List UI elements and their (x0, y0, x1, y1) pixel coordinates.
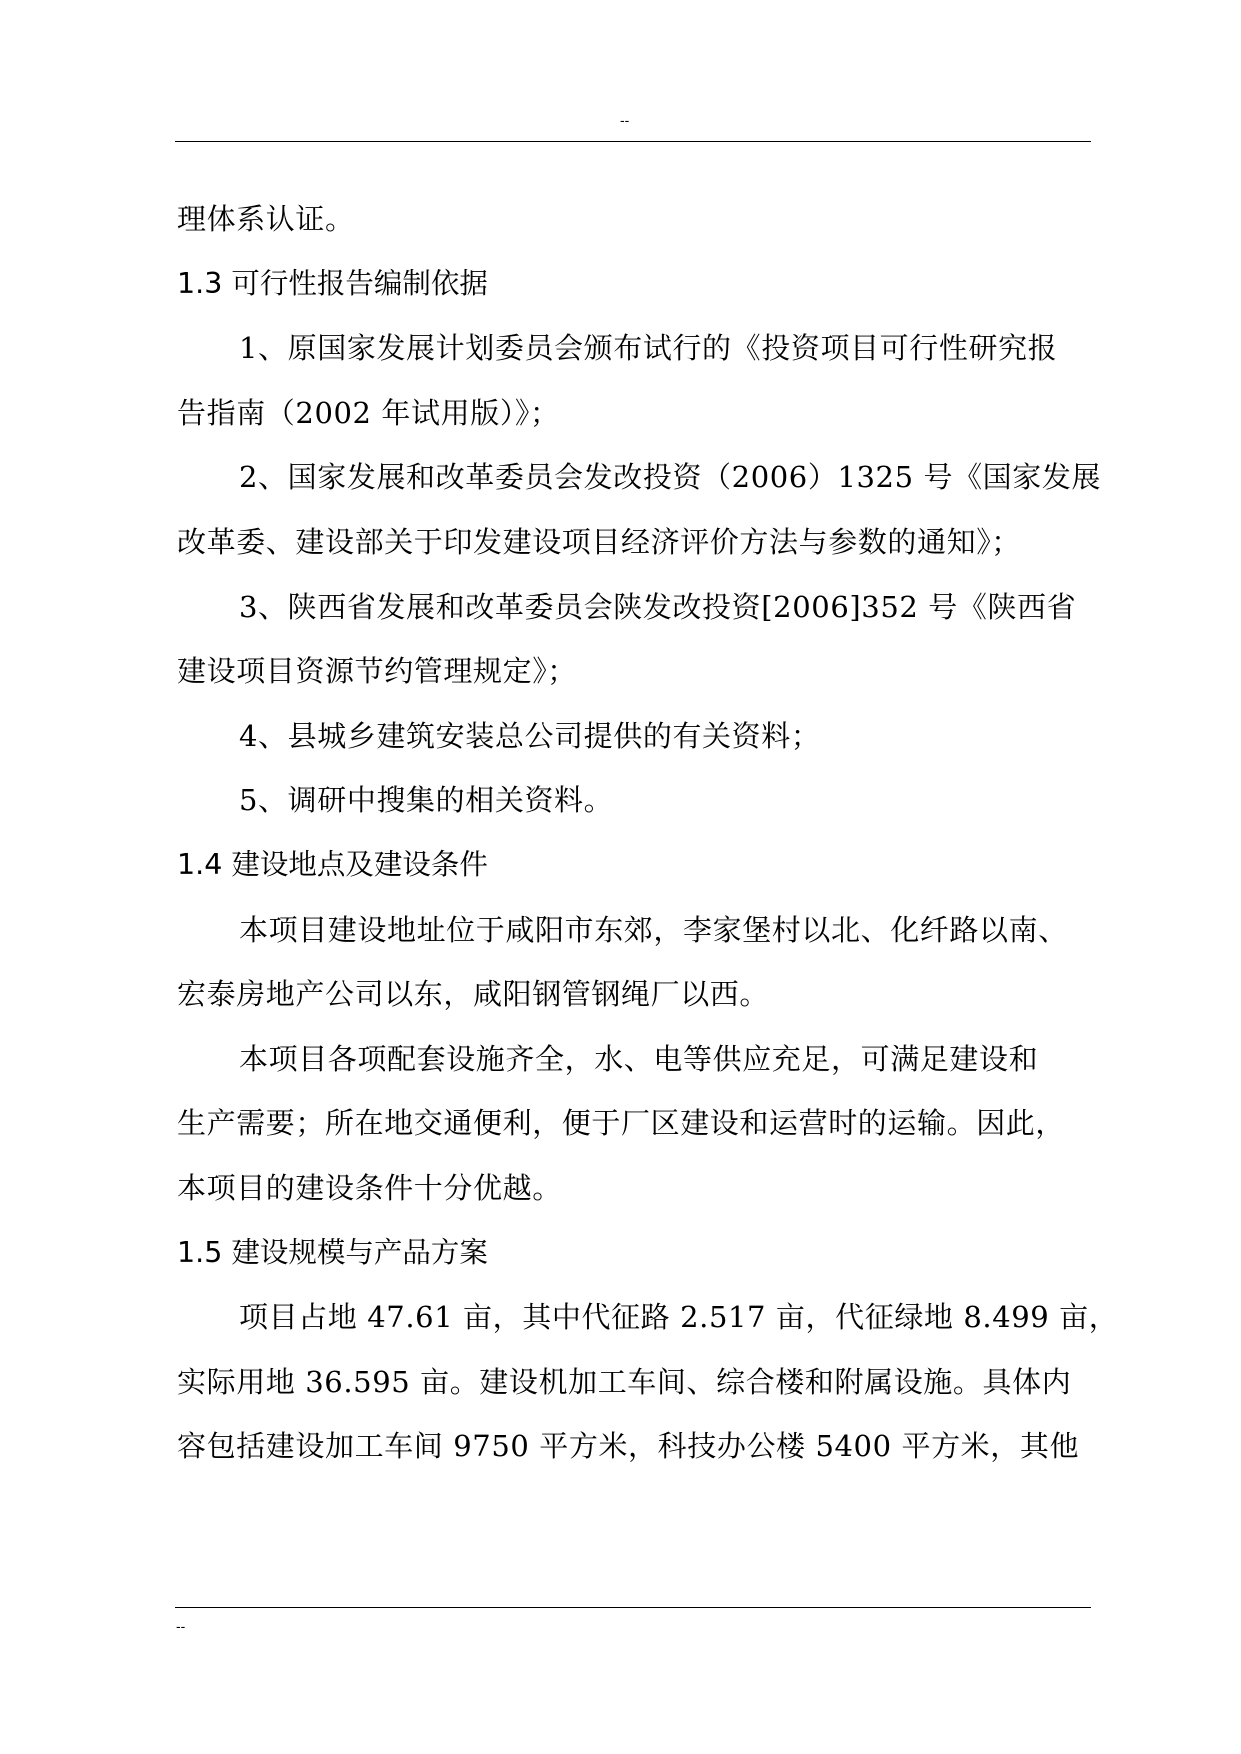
body-text-line: 项目占地 47.61 亩，其中代征路 2.517 亩，代征绿地 8.499 亩， (239, 1300, 1119, 1335)
body-text-line: 建设项目资源节约管理规定》； (177, 654, 577, 689)
footer-rule (175, 1607, 1091, 1608)
header-rule (175, 141, 1091, 142)
body-text-line: 宏泰房地产公司以东，咸阳钢管钢绳厂以西。 (177, 977, 770, 1012)
body-text-line: 改革委、建设部关于印发建设项目经济评价方法与参数的通知》； (177, 524, 1021, 559)
document-body (177, 187, 1119, 1479)
body-text-line: 2、国家发展和改革委员会发改投资（2006）1325 号《国家发展 (239, 460, 1102, 495)
body-text-line: 告指南（2002 年试用版）》； (177, 395, 560, 430)
section-heading-1-4: 1.4 建设地点及建设条件 (177, 847, 488, 881)
section-heading-1-3: 1.3 可行性报告编制依据 (177, 266, 488, 300)
body-text-line: 本项目各项配套设施齐全，水、电等供应充足，可满足建设和 (239, 1041, 1039, 1076)
body-text-line: 容包括建设加工车间 9750 平方米，科技办公楼 5400 平方米，其他 (177, 1429, 1080, 1464)
footer-mark: -- (176, 1618, 186, 1634)
body-text-line: 实际用地 36.595 亩。建设机加工车间、综合楼和附属设施。具体内 (177, 1364, 1072, 1399)
body-text-line: 1、原国家发展计划委员会颁布试行的《投资项目可行性研究报 (239, 331, 1058, 366)
body-text-line: 4、县城乡建筑安装总公司提供的有关资料； (239, 718, 821, 753)
body-text-line: 3、陕西省发展和改革委员会陕发改投资[2006]352 号《陕西省 (239, 589, 1077, 624)
body-text-line: 本项目建设地址位于咸阳市东郊，李家堡村以北、化纤路以南、 (239, 912, 1068, 947)
body-text-line: 理体系认证。 (177, 202, 355, 236)
section-heading-1-5: 1.5 建设规模与产品方案 (177, 1235, 488, 1269)
header-mark: -- (620, 112, 630, 128)
body-text-line: 5、调研中搜集的相关资料。 (239, 783, 614, 818)
body-text-line: 本项目的建设条件十分优越。 (177, 1170, 562, 1205)
body-text-line: 生产需要；所在地交通便利，便于厂区建设和运营时的运输。因此， (177, 1106, 1066, 1141)
